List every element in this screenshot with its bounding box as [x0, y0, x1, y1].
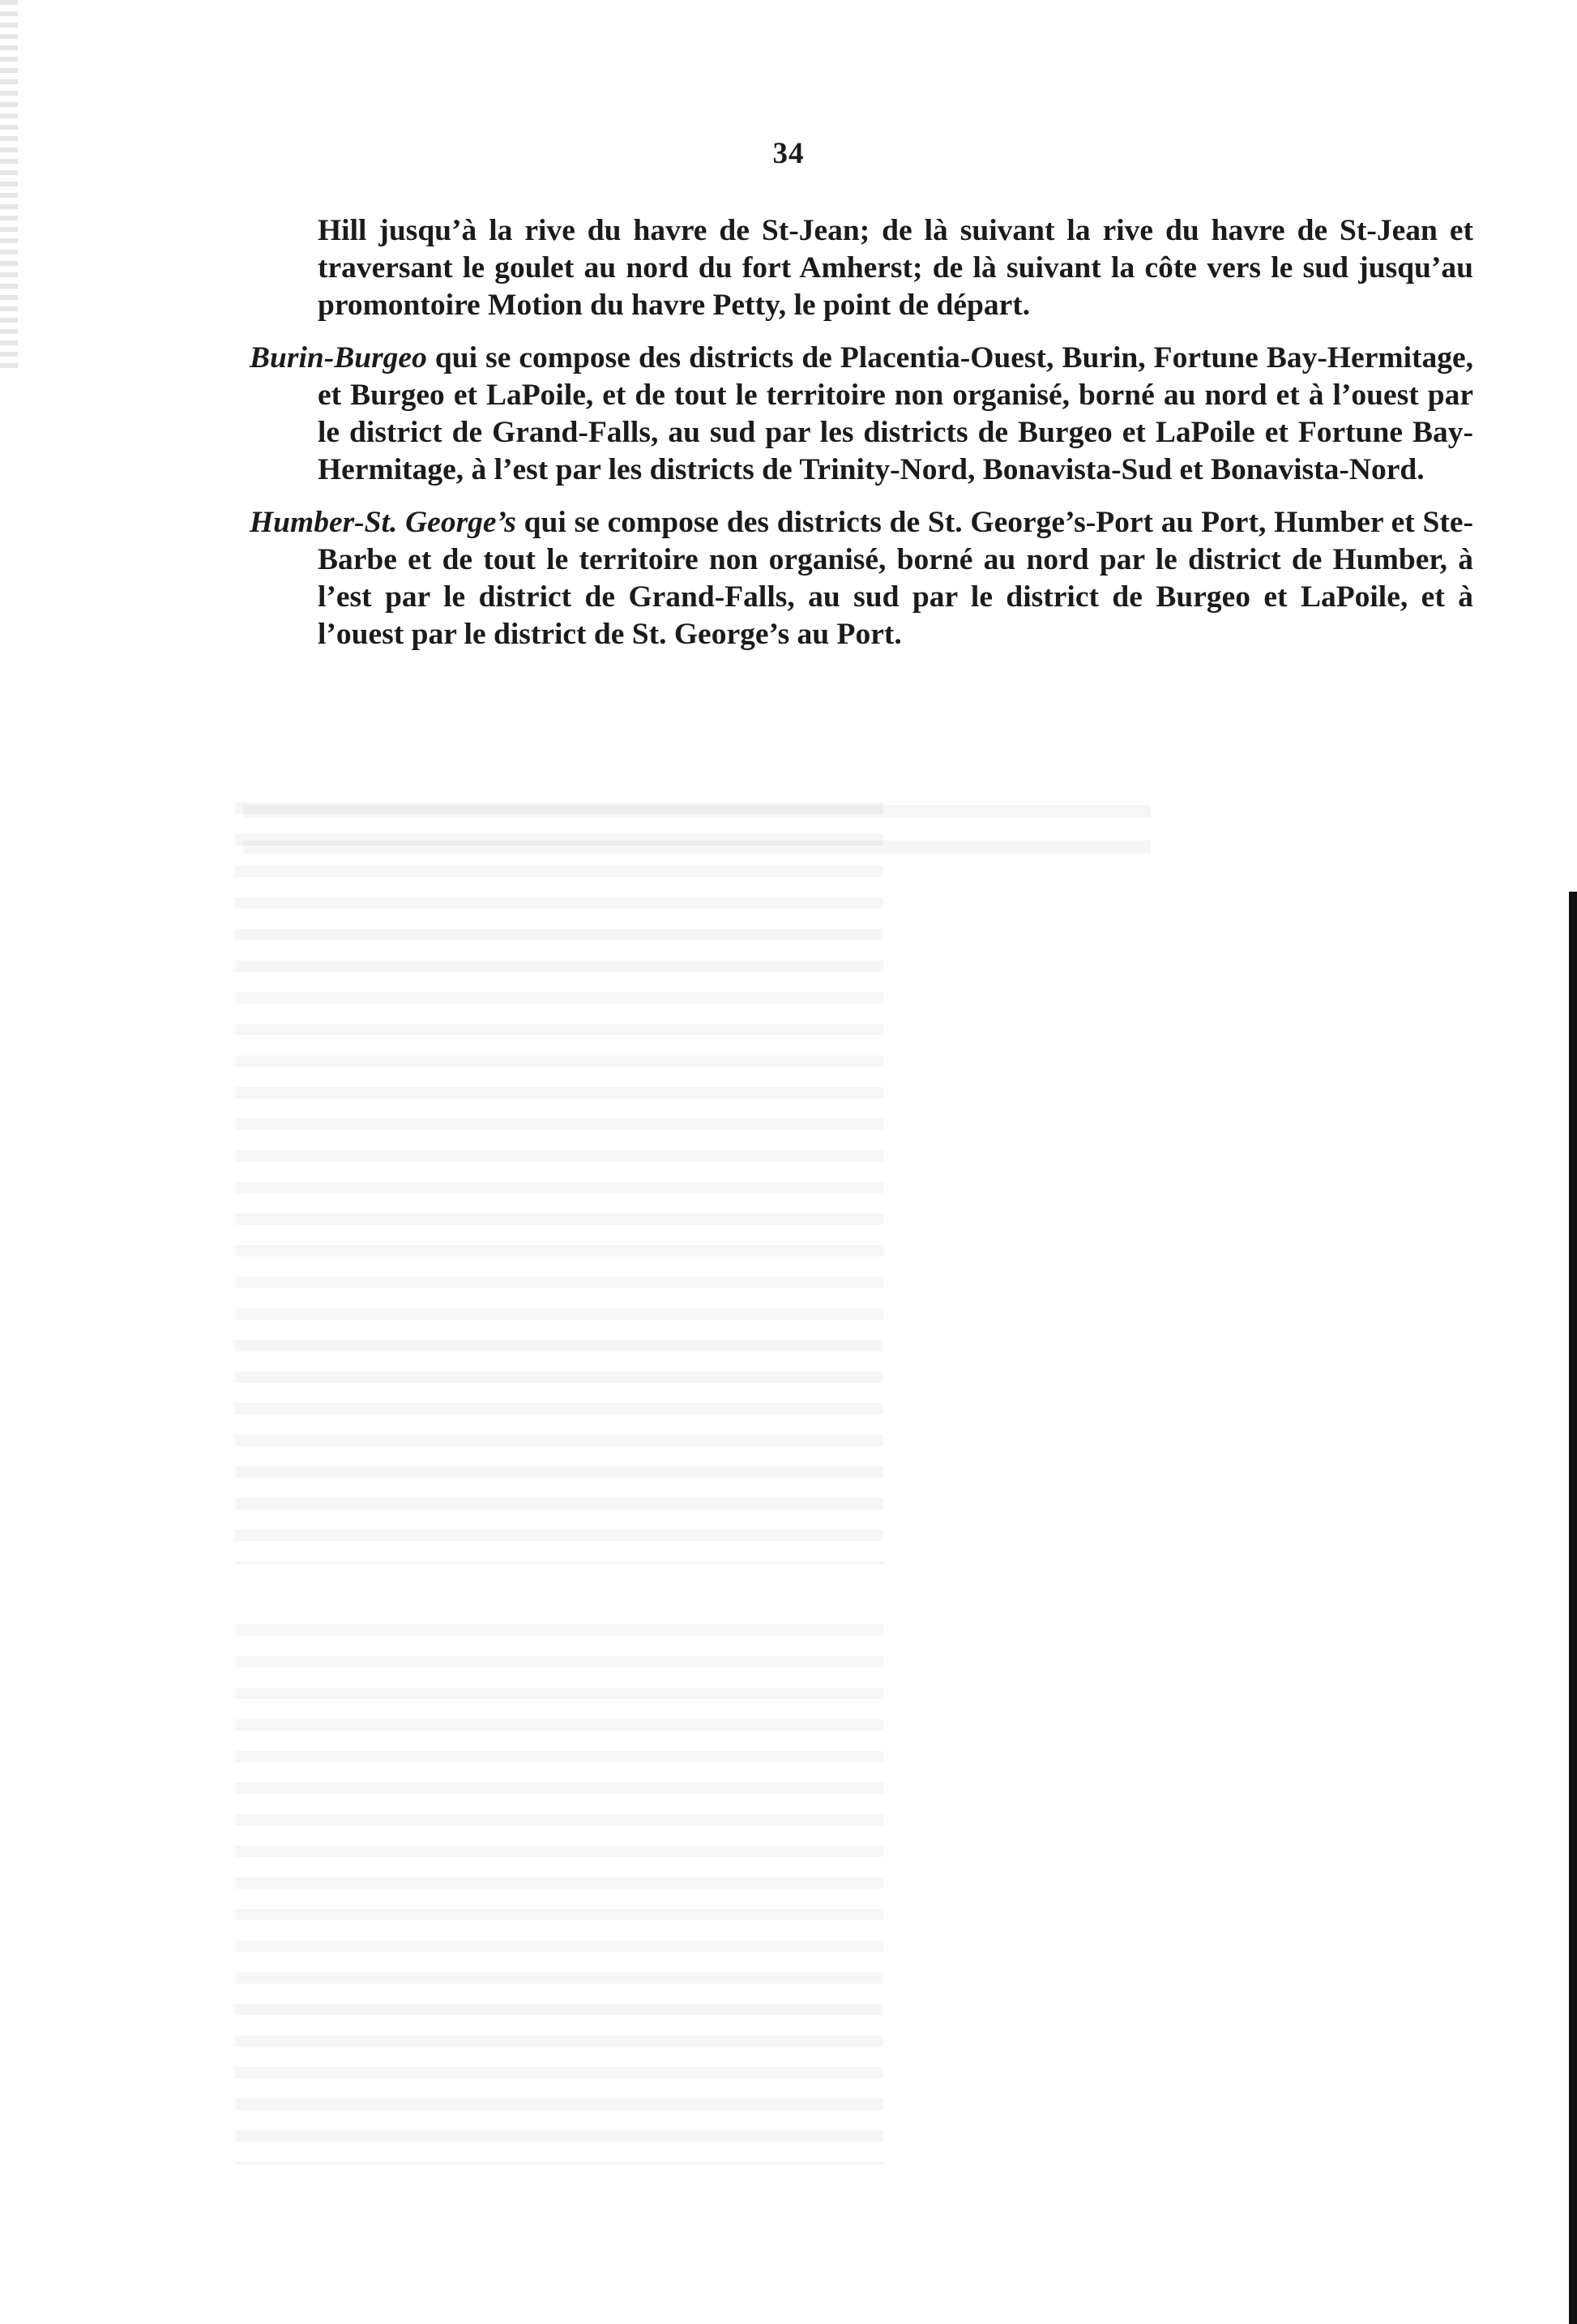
district-name: Burin-Burgeo: [250, 341, 427, 374]
paragraph-text: qui se compose des districts de St. George’s-Port au Port, Humber et Ste-Barbe et de tout le territoire non organisé, borné au nord par le district de Humber, à l’est par le district de Grand-Falls, au sud par le district de Burgeo et LaPoile, et à l’ouest par le district de St. George’s au Port.: [318, 506, 1473, 651]
paragraph-humber-st-georges: [250, 504, 1473, 653]
body-text: [250, 212, 1473, 669]
paragraph-text: qui se compose des districts de Placentia-Ouest, Burin, Fortune Bay-Hermitage, et Burgeo et LaPoile, et de tout le territoire non organisé, borné au nord et à l’ouest par le district de Grand-Falls, au sud par les districts de Burgeo et LaPoile et Fortune Bay-Hermitage, à l’est par les districts de Trinity-Nord, Bonavista-Sud et Bonavista-Nord.: [318, 341, 1473, 486]
paragraph-continuation: [250, 212, 1473, 324]
district-name: Humber-St. George’s: [250, 506, 516, 539]
page-number: 34: [772, 137, 805, 170]
paragraph-burin-burgeo: [250, 340, 1473, 489]
page-edge-shadow: [1569, 892, 1577, 2324]
bleed-through-text: [235, 802, 883, 2164]
paragraph-text: Hill jusqu’à la rive du havre de St-Jean; de là suivant la rive du havre de St-Jean et traversant le goulet au nord du fort Amherst; de là suivant la côte vers le sud jusqu’au promontoire Motion du havre Petty, le point de départ.: [318, 214, 1473, 322]
binding-edge: [0, 0, 18, 373]
bleed-through-gap: [235, 1564, 883, 1610]
